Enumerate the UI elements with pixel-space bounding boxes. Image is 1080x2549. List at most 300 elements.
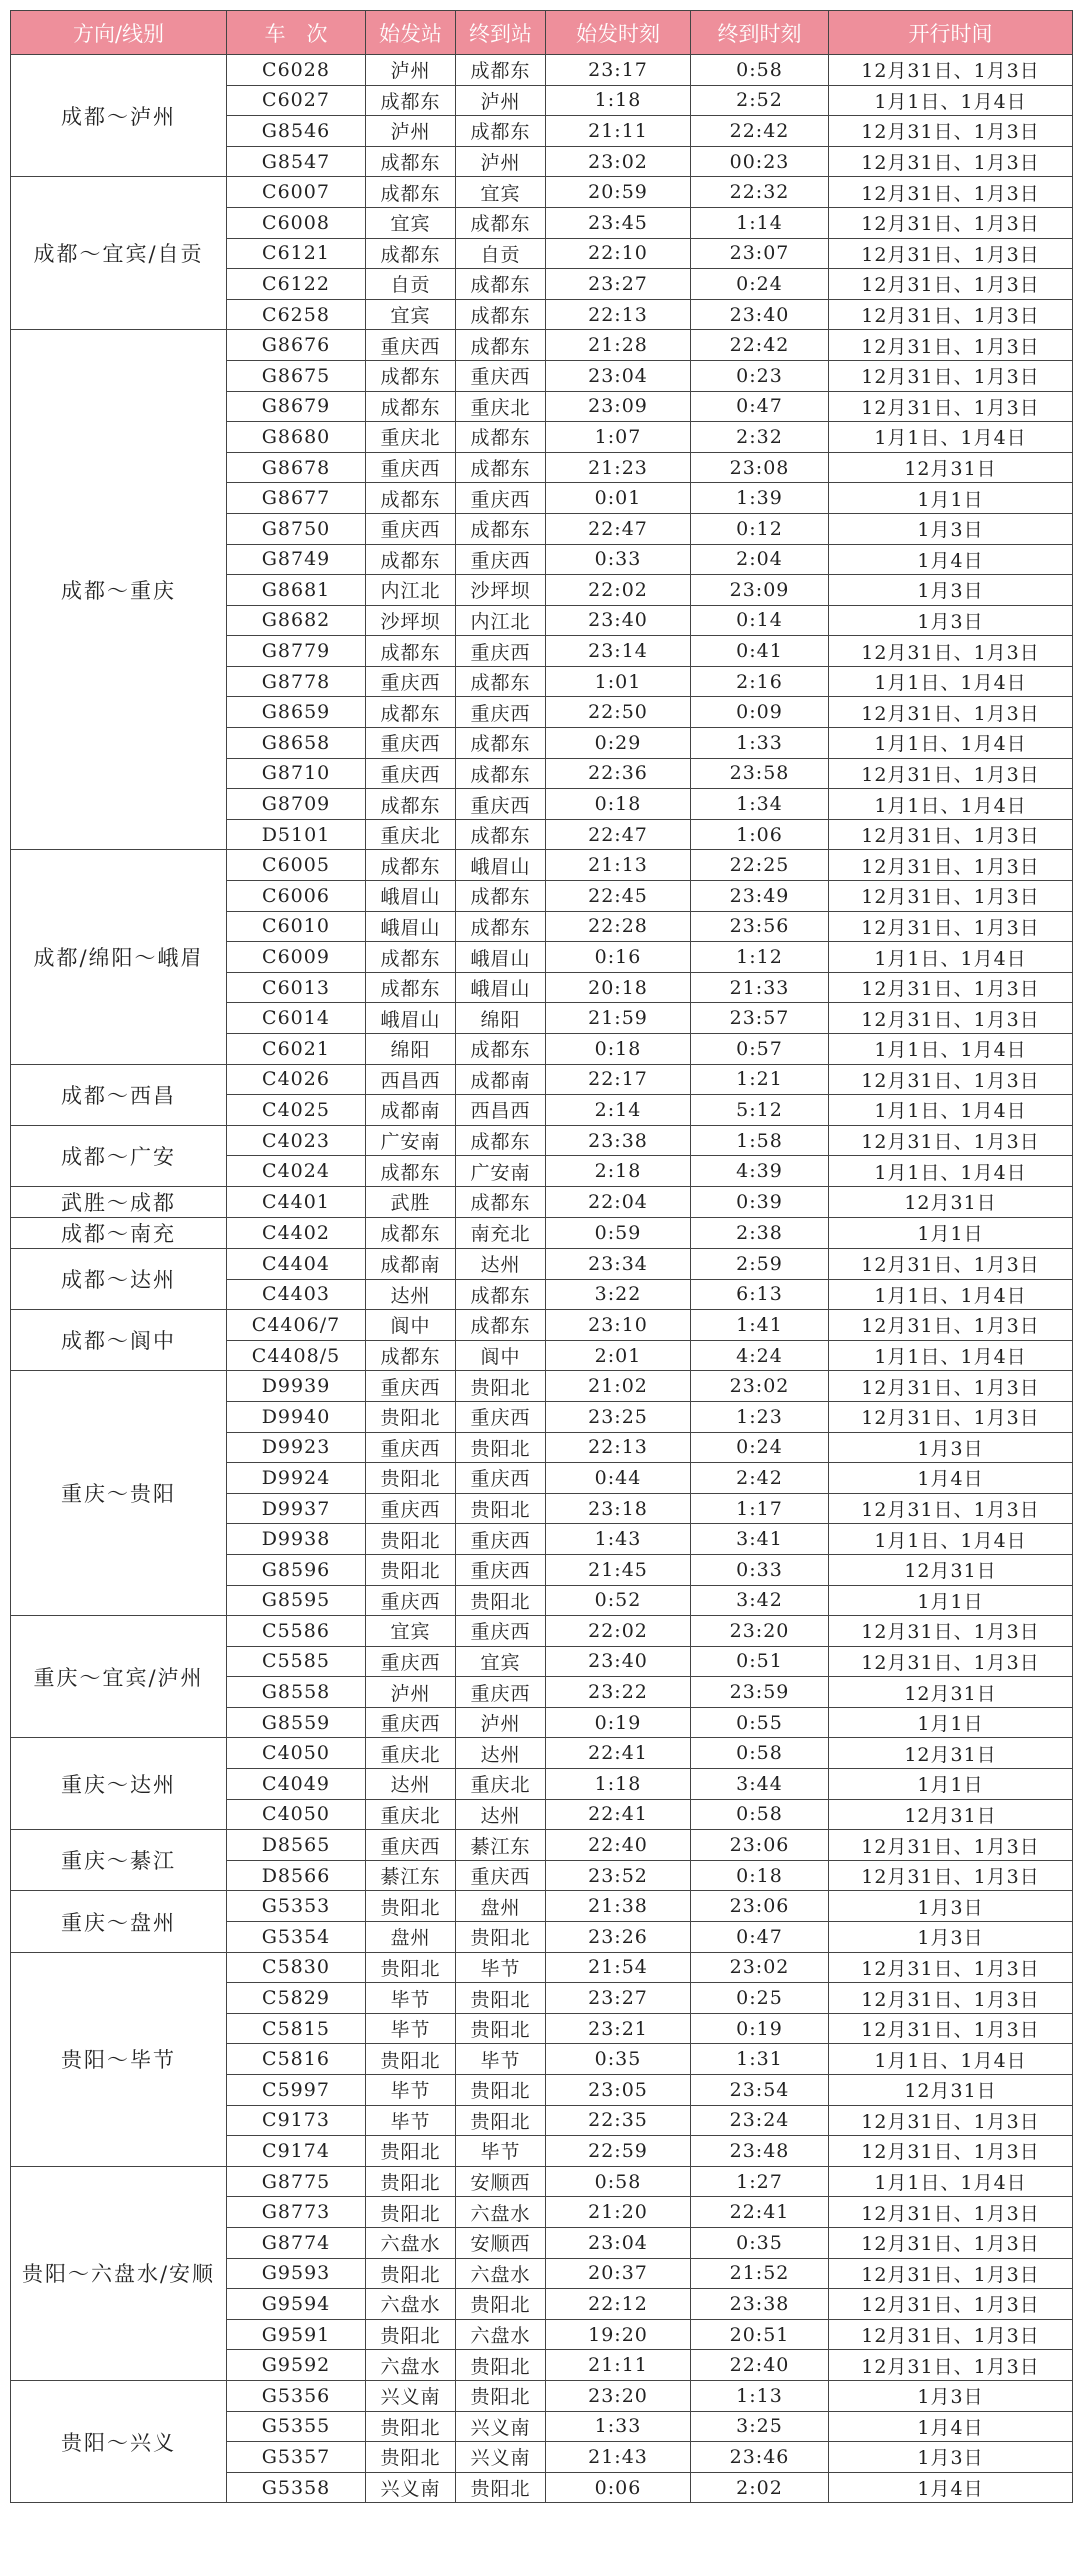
operating-days: 12月31日、1月3日: [829, 1125, 1073, 1156]
terminal-station: 峨眉山: [456, 850, 546, 881]
departure-time: 22:47: [546, 819, 691, 850]
operating-days: 1月1日: [829, 1707, 1073, 1738]
operating-days: 12月31日、1月3日: [829, 360, 1073, 391]
departure-time: 22:59: [546, 2136, 691, 2167]
table-row: [11, 1616, 1073, 1647]
arrival-time: 23:02: [691, 1371, 829, 1402]
origin-station: 阆中: [366, 1310, 456, 1341]
departure-time: 23:05: [546, 2075, 691, 2106]
operating-days: 1月1日: [829, 483, 1073, 514]
departure-time: 23:38: [546, 1125, 691, 1156]
train-number: C6258: [227, 299, 366, 330]
arrival-time: 2:42: [691, 1463, 829, 1494]
arrival-time: 23:56: [691, 911, 829, 942]
departure-time: 2:18: [546, 1156, 691, 1187]
departure-time: 21:38: [546, 1891, 691, 1922]
terminal-station: 达州: [456, 1248, 546, 1279]
header-arrive: 终到时刻: [691, 11, 829, 55]
train-number: C4025: [227, 1095, 366, 1126]
train-number: C6008: [227, 207, 366, 238]
departure-time: 0:33: [546, 544, 691, 575]
arrival-time: 0:58: [691, 1799, 829, 1830]
train-number: G8774: [227, 2227, 366, 2258]
arrival-time: 2:02: [691, 2472, 829, 2503]
operating-days: 1月3日: [829, 2380, 1073, 2411]
train-number: C4050: [227, 1799, 366, 1830]
departure-time: 22:17: [546, 1064, 691, 1095]
train-number: G9592: [227, 2350, 366, 2381]
arrival-time: 0:58: [691, 55, 829, 86]
departure-time: 21:23: [546, 452, 691, 483]
operating-days: 1月1日: [829, 1585, 1073, 1616]
train-number: C9174: [227, 2136, 366, 2167]
departure-time: 2:01: [546, 1340, 691, 1371]
arrival-time: 22:25: [691, 850, 829, 881]
operating-days: 12月31日、1月3日: [829, 1248, 1073, 1279]
arrival-time: 0:24: [691, 1432, 829, 1463]
operating-days: 12月31日: [829, 1186, 1073, 1217]
route-cell: 贵阳～六盘水/安顺: [11, 2166, 227, 2380]
operating-days: 1月3日: [829, 605, 1073, 636]
train-number: G8559: [227, 1707, 366, 1738]
origin-station: 成都东: [366, 360, 456, 391]
train-number: G5356: [227, 2380, 366, 2411]
origin-station: 兴义南: [366, 2472, 456, 2503]
terminal-station: 成都南: [456, 1064, 546, 1095]
terminal-station: 重庆西: [456, 1401, 546, 1432]
train-number: C4050: [227, 1738, 366, 1769]
operating-days: 12月31日、1月3日: [829, 177, 1073, 208]
arrival-time: 1:41: [691, 1310, 829, 1341]
arrival-time: 0:47: [691, 1922, 829, 1953]
table-row: [11, 1830, 1073, 1861]
departure-time: 0:58: [546, 2166, 691, 2197]
arrival-time: 23:59: [691, 1677, 829, 1708]
operating-days: 12月31日、1月3日: [829, 2289, 1073, 2320]
table-row: [11, 1248, 1073, 1279]
train-number: G8677: [227, 483, 366, 514]
operating-days: 12月31日、1月3日: [829, 819, 1073, 850]
table-row: [11, 1064, 1073, 1095]
departure-time: 20:59: [546, 177, 691, 208]
origin-station: 六盘水: [366, 2227, 456, 2258]
terminal-station: 峨眉山: [456, 942, 546, 973]
terminal-station: 重庆西: [456, 697, 546, 728]
origin-station: 贵阳北: [366, 1401, 456, 1432]
train-number: G8546: [227, 116, 366, 147]
train-number: D9924: [227, 1463, 366, 1494]
train-number: C4026: [227, 1064, 366, 1095]
table-row: [11, 1371, 1073, 1402]
departure-time: 0:35: [546, 2044, 691, 2075]
arrival-time: 22:42: [691, 330, 829, 361]
table-row: [11, 1738, 1073, 1769]
train-number: C6007: [227, 177, 366, 208]
train-number: D9937: [227, 1493, 366, 1524]
arrival-time: 1:27: [691, 2166, 829, 2197]
terminal-station: 綦江东: [456, 1830, 546, 1861]
train-number: D9923: [227, 1432, 366, 1463]
origin-station: 兴义南: [366, 2380, 456, 2411]
operating-days: 1月1日、1月4日: [829, 789, 1073, 820]
departure-time: 23:04: [546, 360, 691, 391]
route-cell: 武胜～成都: [11, 1186, 227, 1217]
arrival-time: 2:04: [691, 544, 829, 575]
departure-time: 20:18: [546, 972, 691, 1003]
route-cell: 成都/绵阳～峨眉: [11, 850, 227, 1064]
terminal-station: 贵阳北: [456, 2380, 546, 2411]
train-number: C5815: [227, 2013, 366, 2044]
departure-time: 22:35: [546, 2105, 691, 2136]
departure-time: 1:18: [546, 1769, 691, 1800]
operating-days: 1月4日: [829, 544, 1073, 575]
operating-days: 1月1日、1月4日: [829, 666, 1073, 697]
operating-days: 12月31日: [829, 452, 1073, 483]
operating-days: 12月31日、1月3日: [829, 299, 1073, 330]
train-number: D8565: [227, 1830, 366, 1861]
train-number: C5830: [227, 1952, 366, 1983]
terminal-station: 成都东: [456, 207, 546, 238]
operating-days: 1月1日: [829, 1769, 1073, 1800]
terminal-station: 自贡: [456, 238, 546, 269]
origin-station: 宜宾: [366, 299, 456, 330]
terminal-station: 成都东: [456, 1310, 546, 1341]
origin-station: 泸州: [366, 55, 456, 86]
origin-station: 成都东: [366, 238, 456, 269]
terminal-station: 成都东: [456, 881, 546, 912]
operating-days: 1月1日、1月4日: [829, 2166, 1073, 2197]
train-number: G5355: [227, 2411, 366, 2442]
origin-station: 重庆西: [366, 330, 456, 361]
departure-time: 22:45: [546, 881, 691, 912]
train-number: G9593: [227, 2258, 366, 2289]
origin-station: 毕节: [366, 2105, 456, 2136]
operating-days: 1月1日、1月4日: [829, 728, 1073, 759]
arrival-time: 21:52: [691, 2258, 829, 2289]
operating-days: 12月31日、1月3日: [829, 330, 1073, 361]
operating-days: 1月1日、1月4日: [829, 1279, 1073, 1310]
terminal-station: 西昌西: [456, 1095, 546, 1126]
terminal-station: 安顺西: [456, 2166, 546, 2197]
terminal-station: 成都东: [456, 269, 546, 300]
arrival-time: 1:17: [691, 1493, 829, 1524]
departure-time: 22:41: [546, 1738, 691, 1769]
operating-days: 12月31日、1月3日: [829, 850, 1073, 881]
origin-station: 成都东: [366, 483, 456, 514]
origin-station: 重庆西: [366, 1371, 456, 1402]
arrival-time: 0:33: [691, 1554, 829, 1585]
train-number: G8682: [227, 605, 366, 636]
terminal-station: 沙坪坝: [456, 575, 546, 606]
train-number: G5354: [227, 1922, 366, 1953]
terminal-station: 贵阳北: [456, 2350, 546, 2381]
departure-time: 0:52: [546, 1585, 691, 1616]
terminal-station: 贵阳北: [456, 1585, 546, 1616]
train-number: G8775: [227, 2166, 366, 2197]
terminal-station: 贵阳北: [456, 1371, 546, 1402]
terminal-station: 成都东: [456, 299, 546, 330]
departure-time: 23:27: [546, 269, 691, 300]
route-cell: 重庆～宜宾/泸州: [11, 1616, 227, 1738]
departure-time: 22:50: [546, 697, 691, 728]
departure-time: 21:59: [546, 1003, 691, 1034]
arrival-time: 0:09: [691, 697, 829, 728]
terminal-station: 泸州: [456, 1707, 546, 1738]
departure-time: 23:45: [546, 207, 691, 238]
terminal-station: 贵阳北: [456, 2013, 546, 2044]
origin-station: 峨眉山: [366, 881, 456, 912]
terminal-station: 六盘水: [456, 2197, 546, 2228]
departure-time: 23:09: [546, 391, 691, 422]
departure-time: 21:11: [546, 2350, 691, 2381]
origin-station: 西昌西: [366, 1064, 456, 1095]
arrival-time: 23:54: [691, 2075, 829, 2106]
origin-station: 绵阳: [366, 1034, 456, 1065]
departure-time: 23:25: [546, 1401, 691, 1432]
train-number: C6028: [227, 55, 366, 86]
train-number: G8681: [227, 575, 366, 606]
origin-station: 重庆西: [366, 1830, 456, 1861]
arrival-time: 1:39: [691, 483, 829, 514]
train-number: G8680: [227, 422, 366, 453]
terminal-station: 成都东: [456, 728, 546, 759]
operating-days: 12月31日: [829, 1799, 1073, 1830]
origin-station: 贵阳北: [366, 1524, 456, 1555]
train-number: G8676: [227, 330, 366, 361]
train-number: C5997: [227, 2075, 366, 2106]
origin-station: 重庆西: [366, 1432, 456, 1463]
origin-station: 达州: [366, 1769, 456, 1800]
origin-station: 贵阳北: [366, 2197, 456, 2228]
origin-station: 贵阳北: [366, 1952, 456, 1983]
route-cell: 贵阳～毕节: [11, 1952, 227, 2166]
departure-time: 23:40: [546, 1646, 691, 1677]
origin-station: 盘州: [366, 1922, 456, 1953]
terminal-station: 贵阳北: [456, 2289, 546, 2320]
arrival-time: 23:48: [691, 2136, 829, 2167]
terminal-station: 成都东: [456, 330, 546, 361]
departure-time: 22:28: [546, 911, 691, 942]
terminal-station: 兴义南: [456, 2442, 546, 2473]
terminal-station: 贵阳北: [456, 2472, 546, 2503]
train-number: G8596: [227, 1554, 366, 1585]
arrival-time: 3:44: [691, 1769, 829, 1800]
terminal-station: 达州: [456, 1738, 546, 1769]
origin-station: 六盘水: [366, 2350, 456, 2381]
departure-time: 23:52: [546, 1860, 691, 1891]
arrival-time: 2:16: [691, 666, 829, 697]
terminal-station: 贵阳北: [456, 1922, 546, 1953]
departure-time: 21:28: [546, 330, 691, 361]
terminal-station: 达州: [456, 1799, 546, 1830]
train-number: C4403: [227, 1279, 366, 1310]
operating-days: 12月31日、1月3日: [829, 2258, 1073, 2289]
operating-days: 12月31日、1月3日: [829, 1830, 1073, 1861]
arrival-time: 1:12: [691, 942, 829, 973]
train-number: G8547: [227, 146, 366, 177]
terminal-station: 贵阳北: [456, 2075, 546, 2106]
terminal-station: 阆中: [456, 1340, 546, 1371]
train-number: C4406/7: [227, 1310, 366, 1341]
departure-time: 22:12: [546, 2289, 691, 2320]
header-route: 方向/线别: [11, 11, 227, 55]
train-number: G8709: [227, 789, 366, 820]
train-number: G8558: [227, 1677, 366, 1708]
train-number: C6021: [227, 1034, 366, 1065]
origin-station: 成都东: [366, 146, 456, 177]
terminal-station: 宜宾: [456, 1646, 546, 1677]
train-number: D9939: [227, 1371, 366, 1402]
departure-time: 22:40: [546, 1830, 691, 1861]
table-row: [11, 850, 1073, 881]
train-number: C6009: [227, 942, 366, 973]
origin-station: 贵阳北: [366, 2319, 456, 2350]
train-number: G8675: [227, 360, 366, 391]
operating-days: 12月31日、1月3日: [829, 146, 1073, 177]
operating-days: 12月31日、1月3日: [829, 2013, 1073, 2044]
terminal-station: 成都东: [456, 1279, 546, 1310]
train-number: C6122: [227, 269, 366, 300]
terminal-station: 重庆西: [456, 636, 546, 667]
terminal-station: 绵阳: [456, 1003, 546, 1034]
arrival-time: 4:24: [691, 1340, 829, 1371]
terminal-station: 成都东: [456, 1186, 546, 1217]
header-to: 终到站: [456, 11, 546, 55]
origin-station: 重庆西: [366, 758, 456, 789]
origin-station: 贵阳北: [366, 2136, 456, 2167]
departure-time: 1:18: [546, 85, 691, 116]
table-row: [11, 1891, 1073, 1922]
departure-time: 0:18: [546, 1034, 691, 1065]
arrival-time: 1:21: [691, 1064, 829, 1095]
departure-time: 21:11: [546, 116, 691, 147]
train-number: G9591: [227, 2319, 366, 2350]
operating-days: 1月1日、1月4日: [829, 1340, 1073, 1371]
train-number: D8566: [227, 1860, 366, 1891]
origin-station: 成都东: [366, 1340, 456, 1371]
origin-station: 武胜: [366, 1186, 456, 1217]
arrival-time: 0:35: [691, 2227, 829, 2258]
departure-time: 0:44: [546, 1463, 691, 1494]
operating-days: 1月3日: [829, 1922, 1073, 1953]
terminal-station: 贵阳北: [456, 1493, 546, 1524]
train-number: G5358: [227, 2472, 366, 2503]
operating-days: 12月31日: [829, 1738, 1073, 1769]
departure-time: 1:43: [546, 1524, 691, 1555]
arrival-time: 23:40: [691, 299, 829, 330]
operating-days: 12月31日、1月3日: [829, 1646, 1073, 1677]
departure-time: 22:36: [546, 758, 691, 789]
terminal-station: 重庆西: [456, 360, 546, 391]
train-number: C4024: [227, 1156, 366, 1187]
train-number: C6005: [227, 850, 366, 881]
origin-station: 重庆西: [366, 728, 456, 759]
arrival-time: 0:51: [691, 1646, 829, 1677]
origin-station: 成都东: [366, 1156, 456, 1187]
operating-days: 12月31日、1月3日: [829, 1616, 1073, 1647]
origin-station: 泸州: [366, 1677, 456, 1708]
train-number: C5586: [227, 1616, 366, 1647]
operating-days: 1月1日、1月4日: [829, 1156, 1073, 1187]
operating-days: 12月31日、1月3日: [829, 1493, 1073, 1524]
terminal-station: 成都东: [456, 55, 546, 86]
origin-station: 内江北: [366, 575, 456, 606]
departure-time: 19:20: [546, 2319, 691, 2350]
train-number: G8750: [227, 513, 366, 544]
origin-station: 重庆西: [366, 1585, 456, 1616]
terminal-station: 成都东: [456, 452, 546, 483]
arrival-time: 0:24: [691, 269, 829, 300]
origin-station: 重庆北: [366, 1738, 456, 1769]
operating-days: 1月3日: [829, 1432, 1073, 1463]
arrival-time: 23:07: [691, 238, 829, 269]
operating-days: 12月31日、1月3日: [829, 207, 1073, 238]
operating-days: 1月4日: [829, 2472, 1073, 2503]
origin-station: 成都东: [366, 177, 456, 208]
origin-station: 重庆西: [366, 513, 456, 544]
train-number: C4049: [227, 1769, 366, 1800]
departure-time: 22:02: [546, 575, 691, 606]
origin-station: 成都东: [366, 391, 456, 422]
arrival-time: 4:39: [691, 1156, 829, 1187]
origin-station: 成都东: [366, 85, 456, 116]
origin-station: 宜宾: [366, 207, 456, 238]
arrival-time: 22:32: [691, 177, 829, 208]
operating-days: 12月31日、1月3日: [829, 2227, 1073, 2258]
departure-time: 0:01: [546, 483, 691, 514]
train-number: C6121: [227, 238, 366, 269]
operating-days: 12月31日、1月3日: [829, 391, 1073, 422]
arrival-time: 2:38: [691, 1217, 829, 1248]
table-row: [11, 177, 1073, 208]
arrival-time: 0:18: [691, 1860, 829, 1891]
table-row: [11, 1217, 1073, 1248]
train-number: G8778: [227, 666, 366, 697]
train-number: C5829: [227, 1983, 366, 2014]
header-row: [11, 11, 1073, 55]
terminal-station: 成都东: [456, 666, 546, 697]
terminal-station: 六盘水: [456, 2319, 546, 2350]
train-number: C6006: [227, 881, 366, 912]
train-number: C6014: [227, 1003, 366, 1034]
arrival-time: 1:13: [691, 2380, 829, 2411]
train-number: C4402: [227, 1217, 366, 1248]
arrival-time: 23:46: [691, 2442, 829, 2473]
arrival-time: 0:14: [691, 605, 829, 636]
origin-station: 成都南: [366, 1095, 456, 1126]
origin-station: 重庆西: [366, 1646, 456, 1677]
departure-time: 23:02: [546, 146, 691, 177]
operating-days: 12月31日、1月3日: [829, 911, 1073, 942]
operating-days: 12月31日、1月3日: [829, 1860, 1073, 1891]
arrival-time: 23:08: [691, 452, 829, 483]
departure-time: 1:07: [546, 422, 691, 453]
departure-time: 23:22: [546, 1677, 691, 1708]
route-cell: 成都～广安: [11, 1125, 227, 1186]
train-number: G8679: [227, 391, 366, 422]
arrival-time: 23:02: [691, 1952, 829, 1983]
origin-station: 成都东: [366, 636, 456, 667]
terminal-station: 南充北: [456, 1217, 546, 1248]
origin-station: 綦江东: [366, 1860, 456, 1891]
arrival-time: 21:33: [691, 972, 829, 1003]
origin-station: 广安南: [366, 1125, 456, 1156]
train-number: G8710: [227, 758, 366, 789]
operating-days: 12月31日、1月3日: [829, 269, 1073, 300]
train-number: G8658: [227, 728, 366, 759]
arrival-time: 0:47: [691, 391, 829, 422]
origin-station: 达州: [366, 1279, 456, 1310]
